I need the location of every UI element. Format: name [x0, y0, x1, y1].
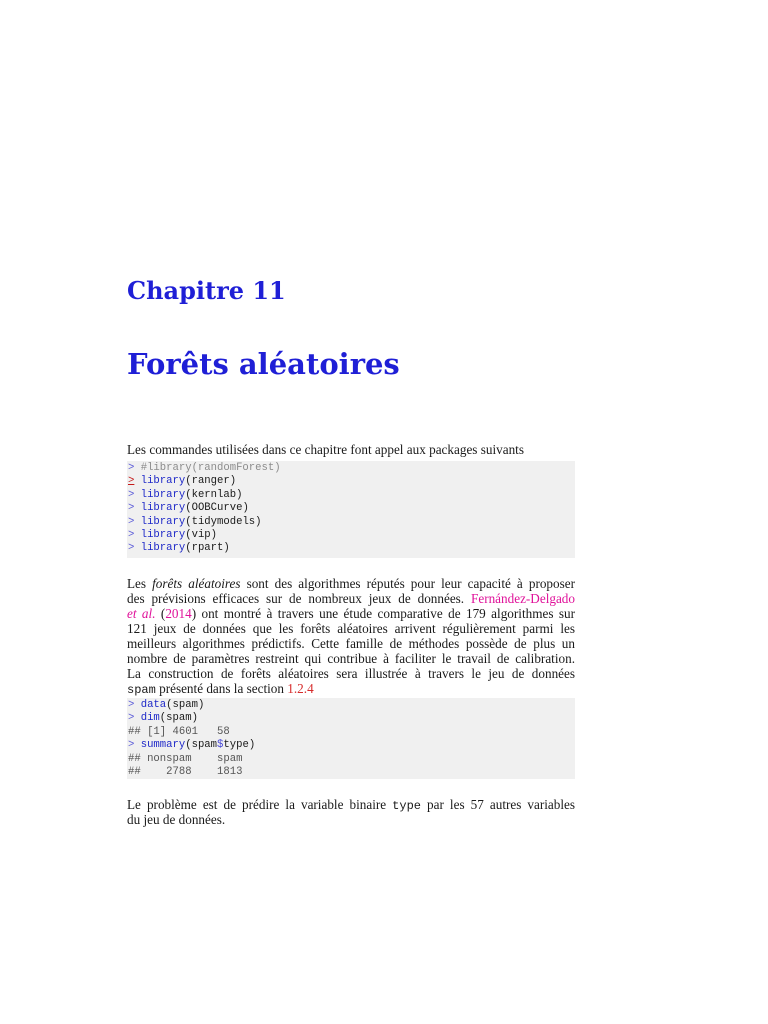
code-args: (tidymodels): [185, 515, 262, 528]
paragraph-line: [127, 681, 575, 696]
paragraph-line: [127, 606, 575, 621]
code-args: (kernlab): [185, 488, 243, 501]
inline-code: spam: [127, 683, 156, 697]
code-prompt: >: [128, 462, 135, 474]
code-block-packages: [127, 461, 575, 558]
text-run: Le problème est de prédire la variable binaire: [127, 797, 393, 812]
paragraph-line: 121 jeux de données que les forêts aléatoires arrivent régulièrement parmi les: [127, 621, 575, 636]
code-function: data: [140, 699, 167, 711]
code-function: library: [140, 515, 186, 528]
code-line: [127, 462, 575, 475]
code-args: (vip): [185, 528, 218, 541]
code-function: library: [140, 528, 186, 541]
citation-year-link[interactable]: 2014: [165, 606, 192, 621]
code-prompt: >: [128, 712, 135, 725]
paragraph-line: La construction de forêts aléatoires sera illustrée à travers le jeu de données: [127, 666, 575, 681]
citation-link[interactable]: Fernández-Delgado: [471, 591, 575, 606]
code-line: [127, 502, 575, 515]
code-operator: $: [217, 739, 224, 752]
code-line: [127, 542, 575, 555]
intro-text: Les commandes utilisées dans ce chapitre font appel aux packages suivants: [127, 442, 524, 457]
code-args: (OOBCurve): [185, 502, 249, 515]
text-run: par les 57 autres variables: [420, 797, 576, 812]
code-comment: #library(randomForest): [140, 462, 281, 474]
code-output-line: ## [1] 4601 58: [128, 725, 230, 738]
code-function: library: [140, 542, 186, 555]
code-args: type): [223, 739, 256, 752]
paragraph-line: [127, 797, 575, 812]
code-args: (ranger): [185, 475, 237, 488]
code-args: (spam: [185, 739, 218, 752]
code-output-line: ## 2788 1813: [128, 765, 243, 778]
code-function: library: [140, 475, 186, 488]
code-prompt: >: [128, 502, 135, 515]
code-output-line: ## nonspam spam: [128, 752, 243, 765]
code-args: (spam): [166, 699, 205, 711]
code-line: [127, 489, 575, 502]
code-prompt: >: [128, 515, 135, 528]
paragraph-line: meilleurs algorithmes prédictifs. Cette famille de méthodes possède de plus un: [127, 636, 575, 651]
code-prompt: >: [128, 739, 135, 752]
text-run: ) ont montré à travers une étude comparative de 179 algorithmes sur: [191, 606, 575, 621]
text-run: des prévisions efficaces sur de nombreux jeux de données.: [127, 591, 471, 606]
code-prompt: >: [128, 488, 135, 501]
paragraph-line: du jeu de données.: [127, 812, 226, 827]
code-args: (spam): [159, 712, 198, 725]
body-paragraph-2: [127, 797, 575, 827]
body-paragraph-1: [127, 576, 575, 696]
code-prompt: >: [128, 542, 135, 555]
code-line: [127, 699, 575, 712]
chapter-title: Forêts aléatoires: [127, 347, 400, 381]
text-run: sont des algorithmes réputés pour leur capacité à proposer: [240, 576, 575, 591]
emphasis-text: forêts aléatoires: [152, 576, 241, 591]
chapter-label: Chapitre 11: [127, 276, 286, 305]
code-line: [127, 475, 575, 488]
paragraph-line: nombre de paramètres restreint qui contribue à faciliter le travail de calibration.: [127, 651, 575, 666]
code-args: (rpart): [185, 542, 230, 555]
code-prompt: >: [128, 528, 135, 541]
code-function: summary: [140, 739, 186, 752]
citation-link[interactable]: et al.: [127, 606, 156, 621]
code-prompt: >: [128, 475, 135, 488]
paragraph-line: [127, 576, 575, 591]
text-run: présenté dans la section: [155, 681, 288, 696]
code-line: [127, 712, 575, 725]
code-function: dim: [140, 712, 160, 725]
code-line: [127, 516, 575, 529]
paragraph-line: [127, 591, 575, 606]
section-reference-link[interactable]: 1.2.4: [287, 681, 314, 696]
code-line: [127, 739, 575, 752]
code-line: [127, 529, 575, 542]
text-run: Les: [127, 576, 153, 591]
code-block-spam: [127, 698, 575, 779]
code-prompt: >: [128, 699, 135, 711]
inline-code: type: [392, 799, 421, 813]
code-function: library: [140, 488, 186, 501]
code-function: library: [140, 502, 186, 515]
text-run: (: [155, 606, 166, 621]
